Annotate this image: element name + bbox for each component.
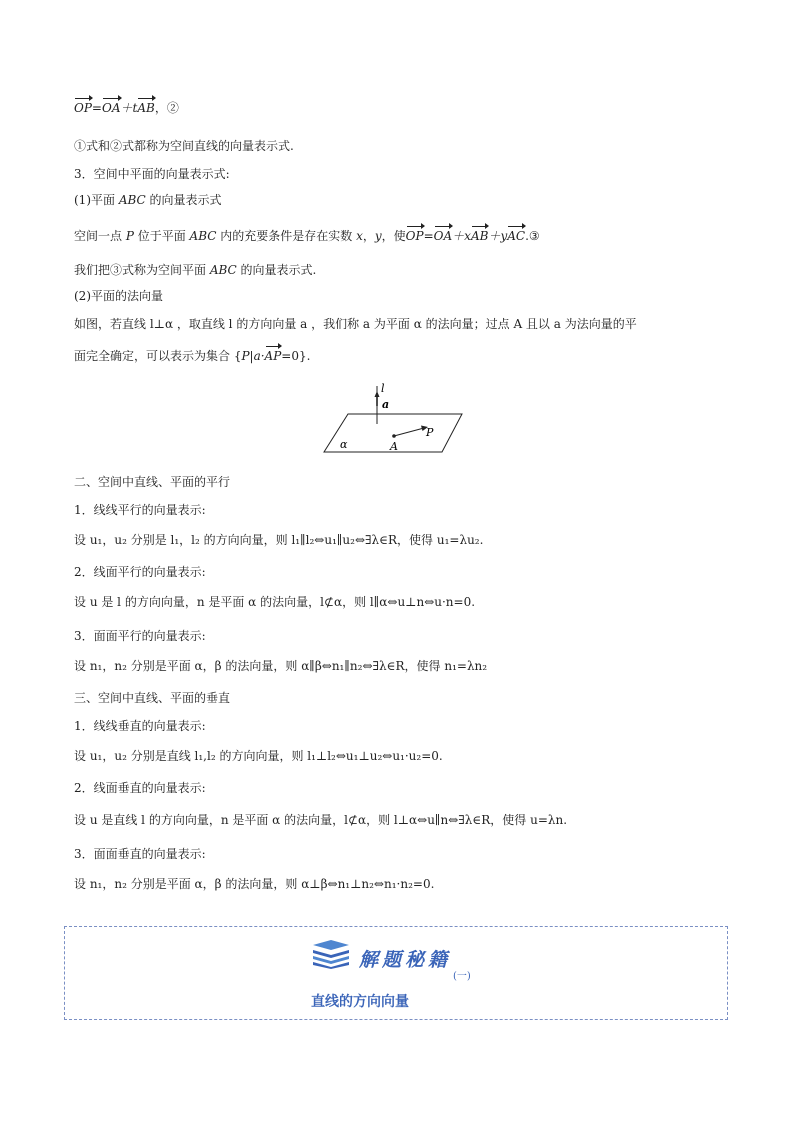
arrow-head-icon <box>375 391 380 397</box>
text-line: (1)平面 ABC 的向量表示式 <box>74 193 222 207</box>
text-line: 设 n₁，n₂ 分别是平面 α，β 的法向量，则 α∥β⇔n₁∥n₂⇔∃λ∈R，使得 n₁=λn₂ <box>74 659 488 673</box>
plane-normal-figure <box>320 378 470 458</box>
banner-subtitle: (一) <box>453 971 471 982</box>
text-line: 1．线线垂直的向量表示: <box>74 719 206 733</box>
text-line: 2．线面垂直的向量表示: <box>74 781 206 795</box>
method-banner <box>64 926 728 1020</box>
vector-AB: AB <box>137 101 155 115</box>
text-line: 3．面面平行的向量表示: <box>74 629 206 643</box>
text-line: 设 u₁，u₂ 分别是直线 l₁,l₂ 的方向向量，则 l₁⊥l₂⇔u₁⊥u₂⇔u₁·u₂=0. <box>74 749 443 763</box>
label-A: A <box>390 440 398 453</box>
banner-topic: 直线的方向向量 <box>311 994 409 1010</box>
label-a: a <box>382 398 390 411</box>
text-line: 如图，若直线 l⊥α ，取直线 l 的方向向量 a ，我们称 a 为平面 α 的法向量；过点 A 且以 a 为法向量的平 <box>74 317 637 331</box>
text-line: 设 u 是 l 的方向向量，n 是平面 α 的法向量，l⊄α，则 l∥α⇔u⊥n⇔u·n=0. <box>74 595 476 609</box>
section-heading: 三、空间中直线、平面的垂直 <box>74 691 231 705</box>
text-line: 3．空间中平面的向量表示式: <box>74 167 230 181</box>
vector-OP: OP <box>74 101 92 115</box>
text-line: 我们把③式称为空间平面 ABC 的向量表示式. <box>74 263 317 277</box>
vector-AP <box>394 428 424 436</box>
text-line: 面完全确定，可以表示为集合 {P|a·AP=0}. <box>74 349 311 363</box>
text-line: 1．线线平行的向量表示: <box>74 503 206 517</box>
label-P: P <box>426 426 434 439</box>
banner-title: 解题秘籍 <box>359 949 452 971</box>
equation-line: OP=OA＋tAB，② <box>74 101 179 115</box>
text-line: 3．面面垂直的向量表示: <box>74 847 206 861</box>
text-line: 设 n₁，n₂ 分别是平面 α，β 的法向量，则 α⊥β⇔n₁⊥n₂⇔n₁·n₂=0. <box>74 877 435 891</box>
section-heading: 二、空间中直线、平面的平行 <box>74 475 231 489</box>
text-line: 空间一点 P 位于平面 ABC 内的充要条件是存在实数 x，y，使OP=OA＋xAB＋yAC.③ <box>74 229 540 243</box>
label-alpha: α <box>340 438 348 451</box>
text-line: 设 u₁，u₂ 分别是 l₁，l₂ 的方向向量，则 l₁∥l₂⇔u₁∥u₂⇔∃λ∈R，使得 u₁=λu₂. <box>74 533 484 547</box>
label-l: l <box>381 382 385 395</box>
text-line: ①式和②式都称为空间直线的向量表示式. <box>74 139 294 153</box>
vector-OA: OA <box>101 101 121 115</box>
text-line: 设 u 是直线 l 的方向向量，n 是平面 α 的法向量，l⊄α，则 l⊥α⇔u∥n⇔∃λ∈R，使得 u=λn. <box>74 813 568 827</box>
text-line: (2)平面的法向量 <box>74 289 163 303</box>
text-line: 2．线面平行的向量表示: <box>74 565 206 579</box>
book-stack-icon <box>311 939 351 969</box>
